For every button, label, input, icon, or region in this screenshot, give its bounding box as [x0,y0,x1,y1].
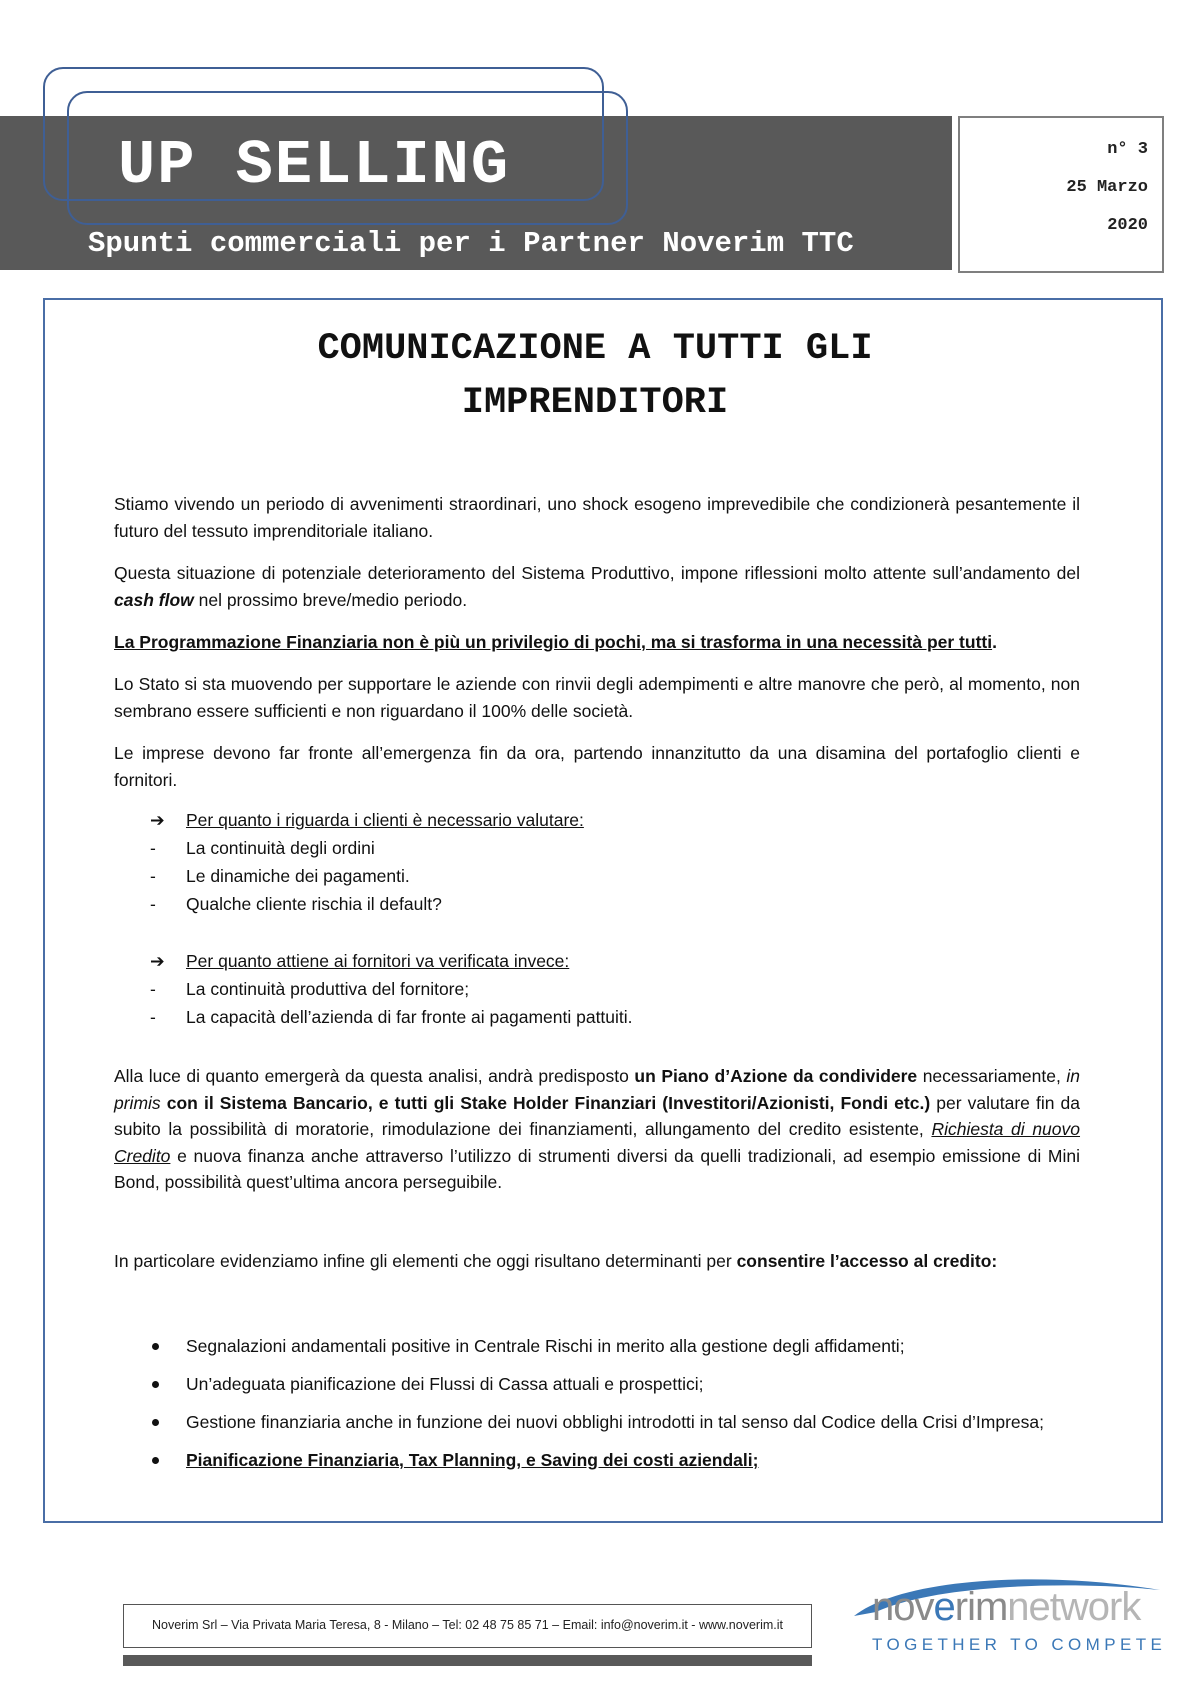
clients-heading [150,807,1080,833]
accesso-credito-emphasis: consentire l’accesso al credito: [736,1251,998,1271]
paragraph-text: Questa situazione di potenziale deterioramento del Sistema Produttivo, impone riflessioni molto attente sull’andamento del [114,563,1080,583]
list-item [150,1004,1080,1030]
list-item-text: Un’adeguata pianificazione dei Flussi di Cassa attuali e prospettici; [186,1374,704,1394]
issue-info-box [958,116,1164,273]
arrow-right-icon: ➔ [150,810,165,830]
dash-icon: - [150,1007,156,1027]
newsletter-subtitle: Spunti commerciali per i Partner Noverim TTC [88,227,854,260]
logo-tagline: TOGETHER TO COMPETE [872,1635,1167,1654]
list-item-text: La capacità dell’azienda di far fronte ai pagamenti pattuiti. [186,1007,633,1027]
list-item [150,891,1080,917]
issue-year: 2020 [1107,216,1148,235]
article-title [160,322,1030,430]
article-title-line2: IMPRENDITORI [461,382,729,424]
list-item [150,863,1080,889]
logo-word-part: rim [954,1585,1008,1629]
paragraph-piano-azione [114,1063,1080,1196]
paragraph-intro: Stiamo vivendo un periodo di avvenimenti straordinari, uno shock esogeno imprevedibile che condizionerà pesantemente il futuro del tessuto imprenditoriale italiano. [114,494,1080,541]
paragraph-text: necessariamente, [917,1066,1067,1086]
bullet-icon [152,1419,159,1426]
logo-word-part: network [1007,1585,1141,1629]
paragraph-programmazione [114,629,1080,656]
suppliers-heading-text: Per quanto attiene ai fornitori va verificata invece: [186,951,570,971]
issue-date: 25 Marzo [1066,178,1148,197]
bullet-icon [152,1457,159,1464]
paragraph-stato: Lo Stato si sta muovendo per supportare le aziende con rinvii degli adempimenti e altre manovre che però, al momento, non sembrano essere sufficienti e non riguardano il 100% delle società. [114,674,1080,721]
paragraph-text: per valutare fin da subito la possibilità di moratorie, rimodulazione dei finanziamenti, allungamento del credito esistente, [114,1092,1081,1139]
piano-azione-emphasis: un Piano d’Azione da condividere [634,1066,918,1086]
dash-icon: - [150,866,156,886]
footer-bar [123,1655,812,1666]
list-item-text: La continuità produttiva del fornitore; [186,979,470,999]
list-item-text: Le dinamiche dei pagamenti. [186,866,410,886]
list-item-text: La continuità degli ordini [186,838,375,858]
suppliers-heading [150,948,1080,974]
newsletter-title: UP SELLING [118,130,511,201]
paragraph-text: nel prossimo breve/medio periodo. [193,589,468,610]
paragraph-imprese: Le imprese devono far fronte all’emergenza fin da ora, partendo innanzitutto da una disamina del portafoglio clienti e fornitori. [114,743,1080,790]
list-item-text: Qualche cliente rischia il default? [186,894,442,914]
logo-word-part: nov [872,1585,934,1629]
footer-contact: Noverim Srl – Via Privata Maria Teresa, 8 - Milano – Tel: 02 48 75 85 71 – Email: info@noverim.it - www.noverim.it [123,1604,812,1648]
arrow-right-icon: ➔ [150,951,165,971]
paragraph-text: Alla luce di quanto emergerà da questa analisi, andrà predisposto [114,1066,635,1086]
key-statement: La Programmazione Finanziaria non è più un privilegio di pochi, ma si trasforma in una necessità per tutti [114,632,993,652]
stakeholders-emphasis: con il Sistema Bancario, e tutti gli Stake Holder Finanziari (Investitori/Azionisti, Fondi etc.) [160,1092,931,1113]
dash-icon: - [150,979,156,999]
list-item-text: Pianificazione Finanziaria, Tax Planning, e Saving dei costi aziendali; [186,1450,759,1470]
list-item [150,976,1080,1002]
paragraph-text: In particolare evidenziamo infine gli elementi che oggi risultano determinanti per [114,1251,737,1271]
in-primis-emphasis: in primis [114,1066,1080,1113]
issue-number: n° 3 [1107,140,1148,159]
list-item-text: Gestione finanziaria anche in funzione dei nuovi obblighi introdotti in tal senso dal Codice della Crisi d’Impresa; [186,1412,1044,1432]
paragraph-text: e nuova finanza anche attraverso l’utilizzo di strumenti diversi da quelli tradizionali, ad esempio emissione di Mini Bond, possibilità quest’ultima ancora perseguibile. [114,1145,1080,1192]
clients-heading-text: Per quanto i riguarda i clienti è necessario valutare: [186,810,584,830]
list-item [150,835,1080,861]
logo-wordmark [872,1582,1140,1632]
bullet-icon [152,1343,159,1350]
nuovo-credito-emphasis: Richiesta di nuovo Credito [114,1119,1081,1166]
bullet-icon [152,1381,159,1388]
logo-word-accent: e [933,1585,955,1629]
key-statement-period: . [992,632,997,652]
noverim-network-logo [842,1572,1167,1662]
paragraph-accesso-credito [114,1248,1080,1275]
dash-icon: - [150,838,156,858]
paragraph-cash-flow [114,560,1080,613]
list-item-text: Segnalazioni andamentali positive in Centrale Rischi in merito alla gestione degli affidamenti; [186,1336,905,1356]
dash-icon: - [150,894,156,914]
article-title-line1: COMUNICAZIONE A TUTTI GLI [317,328,873,370]
cash-flow-emphasis: cash flow [114,589,194,610]
